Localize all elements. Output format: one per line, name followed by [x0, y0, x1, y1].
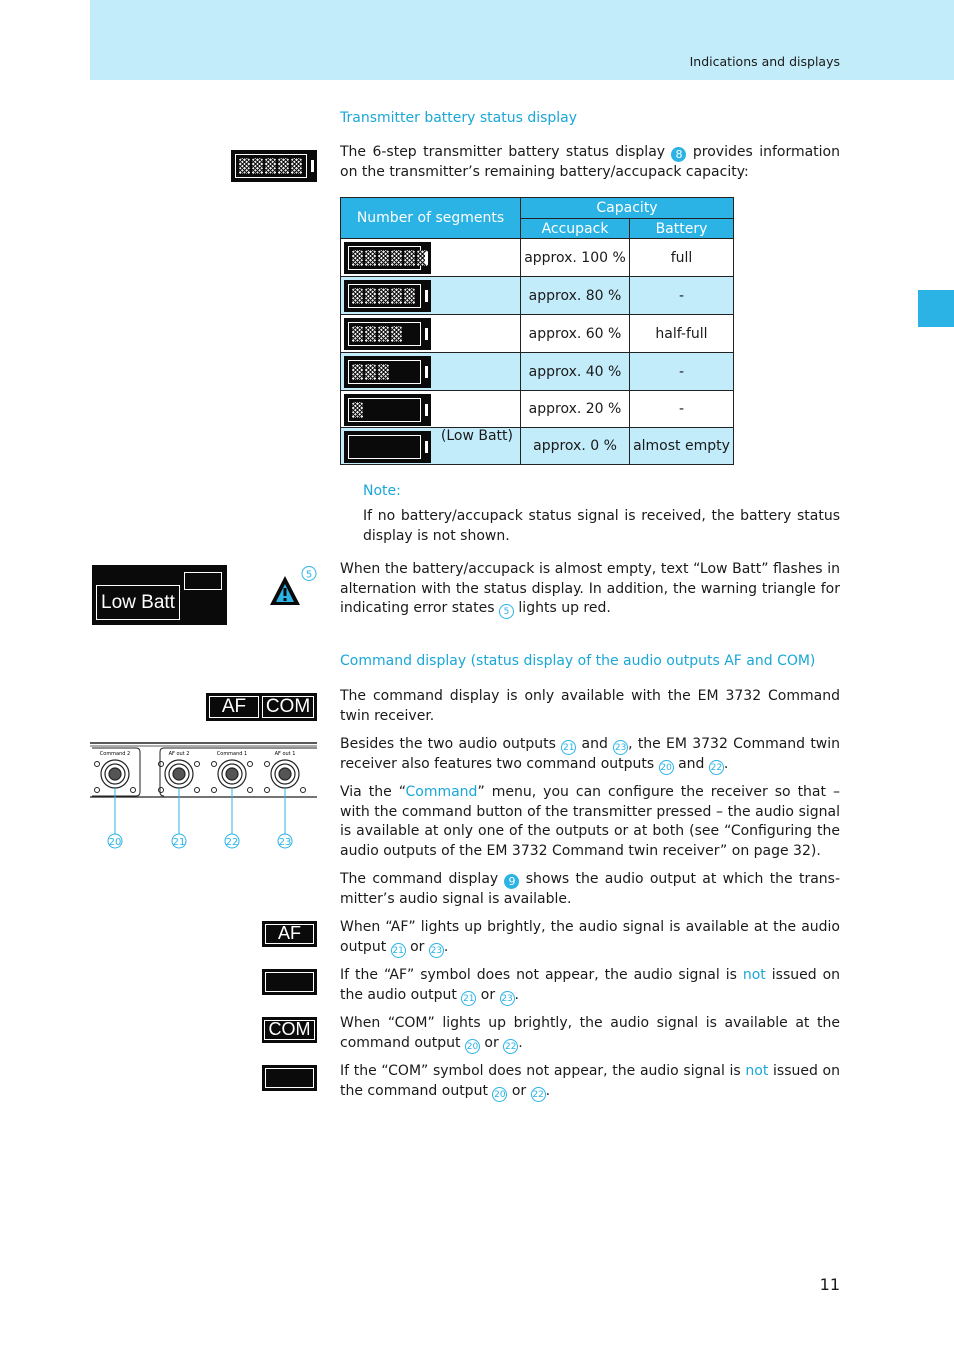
af-off-box — [265, 972, 314, 992]
screw-icon — [159, 762, 164, 767]
screw-icon — [95, 762, 100, 767]
ref-23-icon: 23 — [613, 740, 628, 755]
command-p1: The command display is only available with the EM 3732 Command twin receiver. — [340, 688, 840, 724]
command-p2: Besides the two audio outputs 21 and 23 , the EM 3732 Command twin receiver also features two command outputs 20 and 22 . — [340, 736, 841, 773]
screw-icon — [248, 762, 253, 767]
ref-22-icon: 22 — [503, 1039, 518, 1054]
battery-cell: half-full — [630, 315, 734, 353]
command-menu-link[interactable]: Command — [405, 784, 478, 800]
col-battery-header: Battery — [630, 219, 734, 239]
battery-cell: - — [630, 391, 734, 428]
ref-21-icon: 21 — [391, 943, 406, 958]
battery-level-icon — [344, 394, 431, 426]
ref-23-icon: 23 — [429, 943, 444, 958]
col-accupack-header: Accupack — [521, 219, 630, 239]
segments-cell — [341, 315, 521, 353]
battery-level-icon — [344, 280, 431, 312]
xlr-connector-icon — [279, 768, 291, 780]
segments-cell — [341, 353, 521, 391]
table-row — [341, 277, 734, 315]
low-batt-note: (Low Batt) — [440, 428, 513, 444]
segments-cell — [341, 428, 521, 465]
ref-number-label: 22 — [225, 837, 239, 848]
battery-icon-full — [231, 150, 317, 182]
af-com-display — [206, 693, 317, 721]
screw-icon — [265, 762, 270, 767]
svg-text:5: 5 — [305, 569, 313, 581]
af-on-display — [262, 921, 317, 947]
segments-cell — [341, 239, 521, 277]
connector-label: Command 2 — [99, 751, 131, 757]
command-p3: Via the “Command” menu, you can configure the receiver so that – with the command button of the transmitter pressed – the audio signal is available at only one of the outputs or at both (see “Configuring the audio outputs of the EM 3732 Command twin receiver” on page 32). — [340, 784, 840, 859]
ref-number-label: 20 — [108, 837, 122, 848]
ref-9-icon: 9 — [504, 874, 519, 889]
ref-21-icon: 21 — [461, 991, 476, 1006]
screw-icon — [248, 788, 253, 793]
page-number: 11 — [819, 1275, 840, 1294]
accupack-cell: approx. 20 % — [521, 391, 630, 428]
battery-intro-paragraph: The 6-step transmitter battery status display 8 provides information on the transmitter’s remaining battery/accupack capacity: — [340, 144, 840, 180]
ref-22-icon: 22 — [709, 760, 724, 775]
battery-level-icon — [344, 356, 431, 388]
xlr-connector-icon — [173, 768, 185, 780]
accupack-cell: approx. 100 % — [521, 239, 630, 277]
capacity-table — [340, 197, 734, 465]
table-row — [341, 315, 734, 353]
accupack-cell: approx. 0 % — [521, 428, 630, 465]
low-batt-text: Low Batt — [96, 585, 180, 620]
ref-20-icon: 20 — [492, 1087, 507, 1102]
col-segments-header: Number of segments — [341, 198, 521, 239]
af-off-display — [262, 969, 317, 995]
xlr-connector-icon — [109, 768, 121, 780]
screw-icon — [301, 788, 306, 793]
af-symbol: AF — [209, 696, 259, 718]
table-row — [341, 428, 734, 465]
battery-cell: - — [630, 353, 734, 391]
com-off-box — [265, 1068, 314, 1088]
connector-label: AF out 1 — [274, 751, 296, 757]
com-on-display — [262, 1017, 317, 1043]
screw-icon — [159, 788, 164, 793]
chapter-tab — [918, 290, 954, 327]
screw-icon — [212, 788, 217, 793]
command-p7: When “COM” lights up brightly, the audio signal is available at the command output 20 or 22 . — [340, 1015, 840, 1052]
accupack-cell: approx. 40 % — [521, 353, 630, 391]
com-on-symbol: COM — [264, 1020, 315, 1040]
af-on-symbol: AF — [265, 924, 314, 944]
screw-icon — [195, 762, 200, 767]
table-row — [341, 239, 734, 277]
ref-22-icon: 22 — [531, 1087, 546, 1102]
command-p6: If the “AF” symbol does not appear, the audio signal is not issued on the audio output 21 or 23 . — [340, 967, 841, 1004]
note-title: Note: — [363, 483, 401, 499]
low-batt-display — [92, 565, 227, 625]
receiver-rear-panel-drawing — [90, 740, 318, 852]
segments-cell — [341, 277, 521, 315]
command-p5: When “AF” lights up brightly, the audio signal is available at the audio output 21 or 23 . — [340, 919, 840, 956]
screw-icon — [212, 762, 217, 767]
battery-status-heading: Transmitter battery status display — [340, 110, 578, 126]
accupack-cell: approx. 80 % — [521, 277, 630, 315]
battery-cell: - — [630, 277, 734, 315]
battery-cell: full — [630, 239, 734, 277]
screw-icon — [195, 788, 200, 793]
accupack-cell: approx. 60 % — [521, 315, 630, 353]
warning-triangle-icon — [266, 564, 320, 608]
battery-level-icon — [344, 431, 431, 463]
section-title: Indications and displays — [689, 54, 840, 69]
ref-8-icon: 8 — [671, 147, 686, 162]
connector-label: AF out 2 — [168, 751, 190, 757]
screw-icon — [131, 788, 136, 793]
battery-level-icon — [344, 318, 431, 350]
command-p8: If the “COM” symbol does not appear, the audio signal is not issued on the command output 20 or 22 . — [340, 1063, 840, 1100]
ref-20-icon: 20 — [659, 760, 674, 775]
empty-battery-icon — [184, 572, 222, 590]
screw-icon — [95, 788, 100, 793]
com-symbol: COM — [262, 696, 314, 718]
command-p4: The command display 9 shows the audio output at which the trans-mitter’s audio signal is available. — [340, 871, 840, 907]
connector-label: Command 1 — [216, 751, 248, 757]
segments-cell — [341, 391, 521, 428]
ref-20-icon: 20 — [465, 1039, 480, 1054]
table-row — [341, 391, 734, 428]
battery-level-icon — [344, 242, 431, 274]
ref-21-icon: 21 — [561, 740, 576, 755]
ref-number-label: 21 — [172, 837, 186, 848]
command-display-heading: Command display (status display of the audio outputs AF and COM) — [340, 653, 816, 669]
table-row — [341, 353, 734, 391]
battery-cell: almost empty — [630, 428, 734, 465]
low-batt-paragraph: When the battery/accupack is almost empty, text “Low Batt” flashes in alternation with the status display. In addition, the warning triangle for indicating error states 5 lights up red. — [340, 561, 840, 617]
col-capacity-header: Capacity — [521, 198, 734, 219]
ref-number-label: 23 — [278, 837, 292, 848]
screw-icon — [265, 788, 270, 793]
ref-23-icon: 23 — [500, 991, 515, 1006]
ref-5-icon: 5 — [499, 604, 514, 619]
xlr-connector-icon — [226, 768, 238, 780]
note-text: If no battery/accupack status signal is received, the battery status display is not shown. — [363, 508, 840, 544]
com-off-display — [262, 1065, 317, 1091]
